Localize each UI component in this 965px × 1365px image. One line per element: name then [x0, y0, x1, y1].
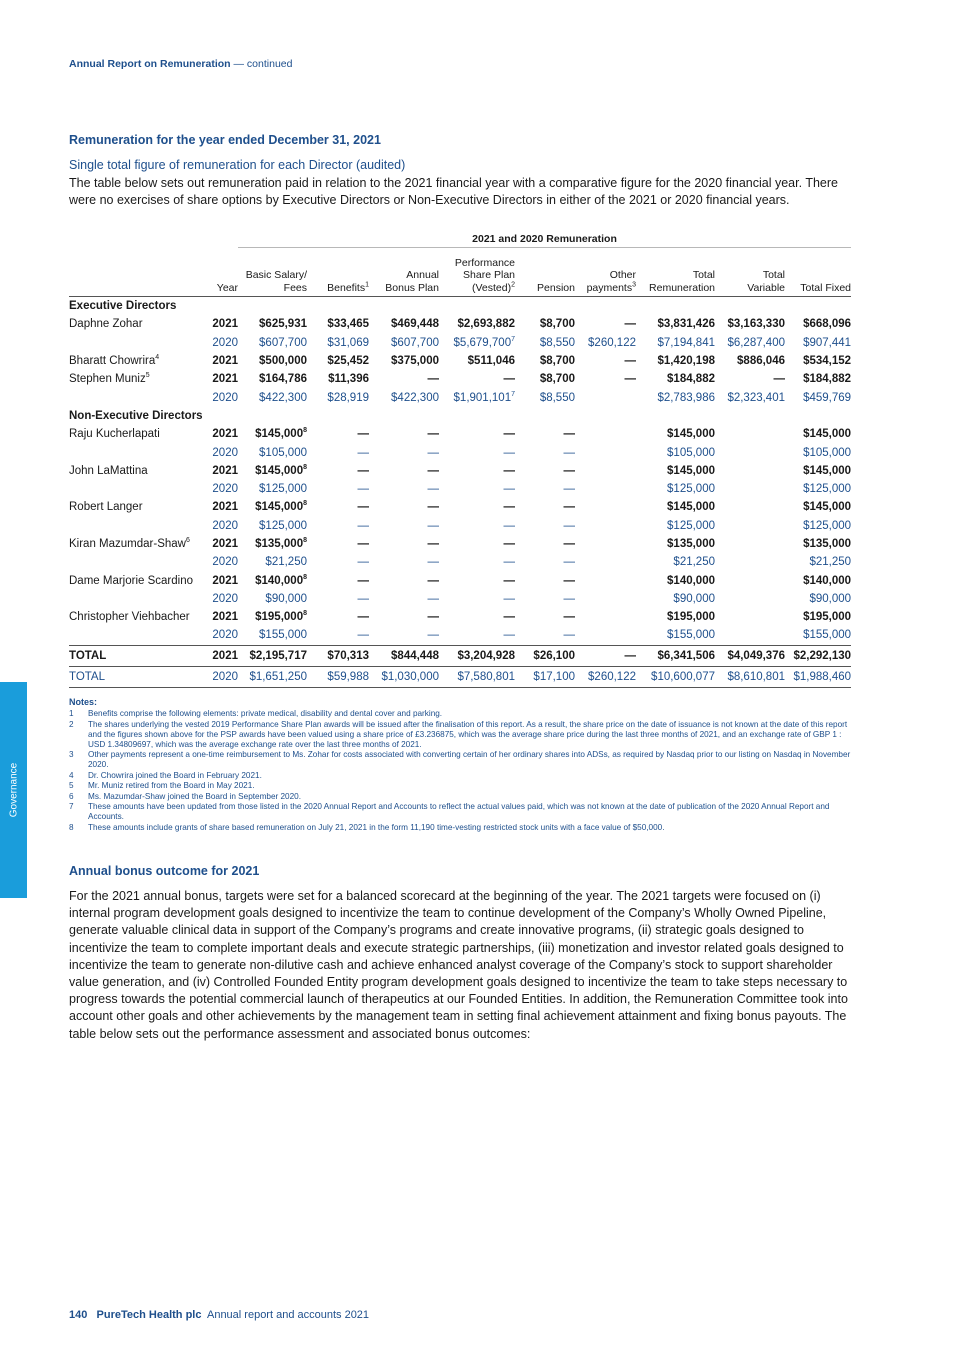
cell-psp: —	[503, 519, 515, 532]
cell-other: $260,122	[575, 666, 636, 687]
cell-other	[575, 425, 636, 443]
cell-name: Raju Kucherlapati	[69, 428, 160, 441]
cell-psp: $7,580,801	[439, 666, 515, 687]
cell-bonus: —	[427, 574, 439, 587]
col-psp: Performance Share Plan (Vested)$^2$	[439, 248, 515, 297]
cell-benefits: —	[357, 428, 369, 441]
cell-psp: —	[503, 428, 515, 441]
cell-salary: $145,000$^8$	[255, 463, 307, 477]
cell-total: $125,000	[667, 519, 715, 532]
cell-psp: —	[503, 611, 515, 624]
table-row	[69, 553, 851, 571]
cell-pension: —	[563, 592, 575, 605]
cell-pension: $8,700	[539, 373, 575, 386]
cell-other	[575, 462, 636, 480]
notes	[69, 697, 859, 833]
cell-year: 2021	[212, 428, 238, 441]
cell-name: Christopher Viehbacher	[69, 611, 190, 624]
note-text: The shares underlying the vested 2019 Performance Share Plan awards will be issued after the finalisation of this report. As a result, the share price on the date of issuance is not known at the date of this report and the figures shown above for the PSP awards have been valued using a share price of £3.236875, which was the average share price during the last three months of 2021, and an exchange rate of GBP 1 : USD 1.34809697, which was the average exchange rate over the last three months of 2021.	[88, 719, 848, 749]
cell-fixed: $140,000	[803, 574, 852, 587]
cell-other	[575, 626, 636, 645]
nonexec-section-row	[69, 407, 851, 425]
cell-name	[69, 443, 205, 461]
cell-total: $10,600,077	[636, 666, 715, 687]
cell-year: 2020	[205, 666, 238, 687]
cell-other	[575, 571, 636, 589]
cell-fixed: $2,292,130	[785, 645, 851, 666]
cell-variable	[715, 608, 785, 626]
cell-variable	[715, 553, 785, 571]
cell-year: 2020	[212, 336, 238, 349]
cell-salary: $607,700	[259, 336, 307, 349]
cell-pension: —	[563, 428, 575, 441]
cell-other	[575, 590, 636, 608]
cell-psp: —	[503, 501, 515, 514]
cell-name: TOTAL	[69, 645, 205, 666]
cell-fixed: $145,000	[803, 501, 852, 514]
cell-bonus: —	[427, 556, 439, 569]
cell-psp: $2,693,882	[457, 318, 515, 331]
note-item	[69, 720, 859, 750]
col-fixed: Total Fixed	[785, 248, 851, 297]
cell-year: 2021	[212, 574, 238, 587]
header-title: Annual Report on Remuneration	[69, 58, 231, 70]
cell-salary: $145,000$^8$	[255, 500, 307, 514]
cell-bonus: —	[427, 629, 439, 642]
col-benefits: Benefits$^1$	[307, 248, 369, 297]
note-item	[69, 802, 859, 822]
section-title: Remuneration for the year ended December 31, 2021	[69, 133, 381, 147]
note-number: 2	[69, 719, 74, 729]
cell-other	[575, 443, 636, 461]
cell-year: 2021	[212, 318, 238, 331]
cell-salary: $135,000$^8$	[255, 537, 307, 550]
cell-salary: $21,250	[265, 556, 307, 569]
cell-psp: —	[503, 483, 515, 496]
cell-year: 2020	[212, 519, 238, 532]
note-item	[69, 709, 859, 719]
cell-name: John LaMattina	[69, 464, 148, 477]
cell-other	[575, 498, 636, 516]
table-row	[69, 388, 851, 406]
note-number: 6	[69, 791, 74, 801]
cell-year: 2021	[212, 538, 238, 550]
table-row	[69, 315, 851, 333]
side-tab-label: Governance	[8, 762, 19, 818]
cell-name: Bharatt Chowrira$^4$	[69, 354, 160, 368]
note-text: These amounts include grants of share based remuneration on July 21, 2021 in the form 11,190 time-vesting restricted stock units with a face value of $50,000.	[88, 822, 665, 832]
cell-psp: —	[503, 446, 515, 459]
cell-total: $140,000	[667, 574, 715, 587]
note-item	[69, 792, 859, 802]
cell-pension: —	[563, 483, 575, 496]
note-text: Benefits comprise the following elements: private medical, disability and dental cover and parking.	[88, 709, 443, 718]
cell-total: $195,000	[667, 611, 715, 624]
cell-other: —	[575, 645, 636, 666]
col-pension: Pension	[515, 248, 575, 297]
cell-salary: $1,651,250	[238, 666, 307, 687]
cell-variable	[715, 626, 785, 645]
cell-fixed: $145,000	[803, 428, 852, 441]
cell-total: $7,194,841	[657, 336, 715, 349]
cell-bonus: —	[427, 464, 439, 477]
cell-pension: —	[563, 538, 575, 550]
table-row	[69, 590, 851, 608]
table-row	[69, 352, 851, 370]
cell-total: $135,000	[667, 538, 715, 550]
cell-benefits: $70,313	[307, 645, 369, 666]
cell-variable: —	[773, 373, 785, 386]
cell-fixed: $125,000	[803, 483, 852, 496]
cell-pension: —	[563, 519, 575, 532]
table-row	[69, 462, 851, 480]
cell-variable	[715, 425, 785, 443]
cell-variable: $3,163,330	[727, 318, 785, 331]
cell-year: 2020	[212, 483, 238, 496]
cell-year: 2021	[212, 501, 238, 514]
cell-psp: $5,679,700$^7$	[453, 335, 515, 349]
cell-variable	[715, 462, 785, 480]
cell-bonus: $375,000	[391, 355, 439, 368]
bonus-paragraph: For the 2021 annual bonus, targets were set for a balanced scorecard at the beginning of the year. The 2021 targets were focused on (i) internal program development goals designed to incentivize the team to continue development of the Company’s Wholly Owned Pipeline, generate valuable clinical data in support of the Company’s programs and create innovative programs, (ii) strategic goals designed to incentivize the team to complete important deals and execute strategic partnerships, (iii) monetization and investor related goals designed to incentivize the team to generate non-dilutive cash and achieve enhanced analyst coverage of the Company’s stock to support shareholder value generation, and (iv) Controlled Founded Entity program development goals designed to incentivize the team to take steps necessary to progress towards the potential commercial launch of therapeutics at our Founded Entities. In addition, the Remuneration Committee took into account other goals and other achievements by the management team in setting final achievement attainment and fixing bonus payouts. The table below sets out the performance assessment and associated bonus outcomes:	[69, 889, 848, 1041]
cell-name	[69, 553, 205, 571]
note-text: Ms. Mazumdar-Shaw joined the Board in September 2020.	[88, 791, 301, 801]
cell-other: —	[624, 318, 636, 331]
cell-fixed: $534,152	[803, 355, 852, 368]
cell-total: $145,000	[667, 464, 715, 477]
cell-variable: $886,046	[737, 355, 785, 368]
cell-bonus: $469,448	[391, 318, 439, 331]
note-text: Other payments represent a one-time reimbursement to Ms. Zohar for costs associated with converting certain of her ordinary shares into ADSs, as required by Nasdaq prior to our listing on Nasdaq in November 2020.	[88, 750, 851, 769]
cell-name: Kiran Mazumdar-Shaw$^6$	[69, 537, 190, 550]
cell-benefits: —	[357, 611, 369, 624]
cell-other: —	[624, 373, 636, 386]
cell-name: Dame Marjorie Scardino	[69, 574, 193, 587]
cell-fixed: $90,000	[809, 592, 852, 605]
nonexec-section-label: Non-Executive Directors	[69, 409, 203, 422]
cell-salary: $422,300	[259, 391, 307, 404]
cell-variable	[715, 535, 785, 553]
cell-salary: $145,000$^8$	[255, 427, 307, 441]
cell-salary: $195,000$^8$	[255, 610, 307, 624]
cell-fixed: $1,988,460	[785, 666, 851, 687]
table-row	[69, 626, 851, 645]
note-item	[69, 823, 859, 833]
cell-year: 2020	[212, 592, 238, 605]
col-total: Total Remuneration	[636, 248, 715, 297]
cell-total: $3,831,426	[657, 318, 715, 331]
col-year: Year	[205, 248, 238, 297]
cell-benefits: $25,452	[327, 355, 369, 368]
cell-other	[575, 553, 636, 571]
cell-benefits: —	[357, 574, 369, 587]
exec-section-row	[69, 297, 851, 316]
cell-benefits: $33,465	[327, 318, 369, 331]
cell-total: $6,341,506	[636, 645, 715, 666]
intro-paragraph: The table below sets out remuneration paid in relation to the 2021 financial year with a comparative figure for the 2020 financial year. There were no exercises of share options by Executive Directors or Non-Executive Directors in either of the 2021 or 2020 financial years.	[69, 176, 838, 207]
section-side-tab[interactable]	[0, 682, 27, 898]
cell-pension: —	[563, 446, 575, 459]
cell-variable: $4,049,376	[715, 645, 785, 666]
cell-other	[575, 480, 636, 498]
cell-bonus: —	[427, 483, 439, 496]
table-column-headers	[69, 248, 851, 297]
cell-year: 2021	[205, 645, 238, 666]
cell-salary: $164,786	[259, 373, 307, 386]
footer-doc: Annual report and accounts 2021	[206, 1309, 370, 1321]
note-item	[69, 750, 859, 770]
table-row	[69, 517, 851, 535]
cell-bonus: $607,700	[391, 336, 439, 349]
cell-salary: $140,000$^8$	[255, 573, 307, 587]
cell-name	[69, 388, 205, 406]
col-other: Other payments$^3$	[575, 248, 636, 297]
cell-benefits: —	[357, 629, 369, 642]
cell-bonus: —	[427, 611, 439, 624]
cell-pension: $8,700	[539, 355, 575, 368]
cell-total: $184,882	[667, 373, 715, 386]
cell-bonus: $1,030,000	[369, 666, 439, 687]
cell-benefits: —	[357, 483, 369, 496]
cell-bonus: —	[427, 519, 439, 532]
cell-bonus: —	[427, 592, 439, 605]
cell-other: —	[624, 355, 636, 368]
cell-other	[575, 608, 636, 626]
page-footer	[69, 1309, 369, 1321]
cell-year: 2021	[212, 355, 238, 368]
cell-name	[69, 480, 205, 498]
note-item	[69, 781, 859, 791]
cell-pension: —	[563, 464, 575, 477]
table-row	[69, 370, 851, 388]
cell-name: Daphne Zohar	[69, 318, 143, 331]
cell-fixed: $907,441	[803, 336, 852, 349]
note-number: 3	[69, 750, 74, 759]
cell-total: $90,000	[673, 592, 715, 605]
cell-psp: $3,204,928	[439, 645, 515, 666]
table-row	[69, 666, 851, 687]
cell-variable	[715, 480, 785, 498]
cell-total: $21,250	[673, 556, 715, 569]
cell-benefits: —	[357, 538, 369, 550]
cell-salary: $90,000	[265, 592, 307, 605]
cell-fixed: $105,000	[803, 446, 852, 459]
cell-benefits: —	[357, 501, 369, 514]
cell-benefits: —	[357, 556, 369, 569]
cell-variable	[715, 498, 785, 516]
cell-salary: $625,931	[259, 318, 307, 331]
cell-benefits: $59,988	[307, 666, 369, 687]
cell-total: $125,000	[667, 483, 715, 496]
table-row	[69, 498, 851, 516]
table-row	[69, 571, 851, 589]
cell-pension: —	[563, 611, 575, 624]
col-salary: Basic Salary/ Fees	[238, 248, 307, 297]
cell-benefits: —	[357, 519, 369, 532]
cell-name: Robert Langer	[69, 501, 143, 514]
cell-variable: $8,610,801	[715, 666, 785, 687]
cell-psp: $1,901,101$^7$	[453, 390, 515, 404]
cell-bonus: —	[427, 428, 439, 441]
cell-benefits: $28,919	[327, 391, 369, 404]
cell-bonus: $844,448	[369, 645, 439, 666]
table-row	[69, 334, 851, 352]
note-text: Dr. Chowrira joined the Board in February 2021.	[88, 770, 262, 780]
cell-other	[575, 517, 636, 535]
cell-fixed: $135,000	[803, 538, 852, 550]
cell-total: $145,000	[667, 428, 715, 441]
cell-variable: $2,323,401	[727, 391, 785, 404]
cell-fixed: $195,000	[803, 611, 852, 624]
cell-fixed: $184,882	[803, 373, 852, 386]
cell-variable	[715, 517, 785, 535]
cell-pension: $8,700	[539, 318, 575, 331]
cell-year: 2020	[212, 446, 238, 459]
cell-name	[69, 334, 205, 352]
cell-name	[69, 517, 205, 535]
cell-bonus: —	[427, 501, 439, 514]
cell-psp: —	[503, 464, 515, 477]
col-variable: Total Variable	[715, 248, 785, 297]
cell-pension: $26,100	[515, 645, 575, 666]
cell-year: 2021	[212, 464, 238, 477]
cell-benefits: $11,396	[328, 373, 369, 386]
cell-bonus: $422,300	[391, 391, 439, 404]
cell-fixed: $668,096	[803, 318, 852, 331]
page-number: 140	[69, 1309, 88, 1321]
note-text: These amounts have been updated from those listed in the 2020 Annual Report and Accounts to reflect the actual values paid, which was not known at the date of publication of the 2020 Annual Report and Accounts.	[88, 802, 830, 821]
cell-total: $2,783,986	[657, 391, 715, 404]
cell-salary: $125,000	[259, 519, 307, 532]
note-text: Mr. Muniz retired from the Board in May 2021.	[88, 781, 255, 790]
cell-total: $1,420,198	[657, 355, 715, 368]
cell-psp: —	[503, 629, 515, 642]
cell-year: 2021	[212, 373, 238, 386]
cell-variable: $6,287,400	[727, 336, 785, 349]
cell-pension: $8,550	[539, 336, 575, 349]
cell-year: 2021	[212, 611, 238, 624]
cell-fixed: $21,250	[809, 556, 852, 569]
table-row	[69, 535, 851, 553]
cell-psp: —	[503, 574, 515, 587]
note-number: 8	[69, 822, 74, 832]
notes-heading: Notes:	[69, 697, 98, 707]
col-name	[69, 248, 205, 297]
running-header	[69, 58, 292, 70]
cell-benefits: $31,069	[327, 336, 369, 349]
cell-total: $105,000	[667, 446, 715, 459]
cell-pension: $17,100	[515, 666, 575, 687]
cell-bonus: —	[427, 446, 439, 459]
cell-psp: —	[503, 538, 515, 550]
cell-fixed: $145,000	[803, 464, 852, 477]
cell-fixed: $125,000	[803, 519, 852, 532]
cell-total: $155,000	[667, 629, 715, 642]
cell-year: 2020	[212, 629, 238, 642]
cell-name: Stephen Muniz$^5$	[69, 372, 150, 386]
cell-total: $145,000	[667, 501, 715, 514]
cell-pension: $8,550	[539, 391, 575, 404]
cell-name	[69, 626, 205, 645]
cell-benefits: —	[357, 464, 369, 477]
cell-pension: —	[563, 501, 575, 514]
cell-fixed: $459,769	[803, 391, 852, 404]
col-bonus: Annual Bonus Plan	[369, 248, 439, 297]
cell-salary: $105,000	[259, 446, 307, 459]
cell-bonus: —	[427, 538, 439, 550]
cell-year: 2020	[212, 556, 238, 569]
cell-pension: —	[563, 629, 575, 642]
cell-psp: —	[503, 373, 515, 386]
table-row	[69, 425, 851, 443]
cell-fixed: $155,000	[803, 629, 852, 642]
note-item	[69, 771, 859, 781]
cell-salary: $500,000	[259, 355, 307, 368]
cell-pension: —	[563, 574, 575, 587]
cell-salary: $125,000	[259, 483, 307, 496]
note-number: 1	[69, 709, 74, 718]
exec-section-label: Executive Directors	[69, 300, 177, 313]
sub-title: Single total figure of remuneration for each Director (audited)	[69, 158, 406, 172]
note-number: 7	[69, 802, 74, 811]
table-group-header: 2021 and 2020 Remuneration	[238, 231, 851, 248]
cell-pension: —	[563, 556, 575, 569]
cell-benefits: —	[357, 446, 369, 459]
cell-psp: —	[503, 592, 515, 605]
cell-name: TOTAL	[69, 666, 205, 687]
cell-bonus: —	[427, 373, 439, 386]
table-row	[69, 645, 851, 666]
cell-psp: —	[503, 556, 515, 569]
bonus-title: Annual bonus outcome for 2021	[69, 864, 260, 878]
remuneration-table	[69, 231, 851, 688]
cell-salary: $155,000	[259, 629, 307, 642]
cell-salary: $2,195,717	[238, 645, 307, 666]
note-number: 5	[69, 781, 74, 790]
header-continued: — continued	[233, 58, 293, 70]
table-row	[69, 608, 851, 626]
table-row	[69, 480, 851, 498]
table-row	[69, 443, 851, 461]
cell-other	[575, 535, 636, 553]
cell-psp: $511,046	[467, 355, 515, 368]
cell-year: 2020	[212, 391, 238, 404]
cell-name	[69, 590, 205, 608]
cell-benefits: —	[357, 592, 369, 605]
cell-variable	[715, 590, 785, 608]
cell-variable	[715, 571, 785, 589]
cell-other: $260,122	[588, 336, 636, 349]
cell-other	[575, 388, 636, 406]
note-number: 4	[69, 770, 74, 780]
cell-variable	[715, 443, 785, 461]
footer-company: PureTech Health plc	[96, 1309, 202, 1321]
